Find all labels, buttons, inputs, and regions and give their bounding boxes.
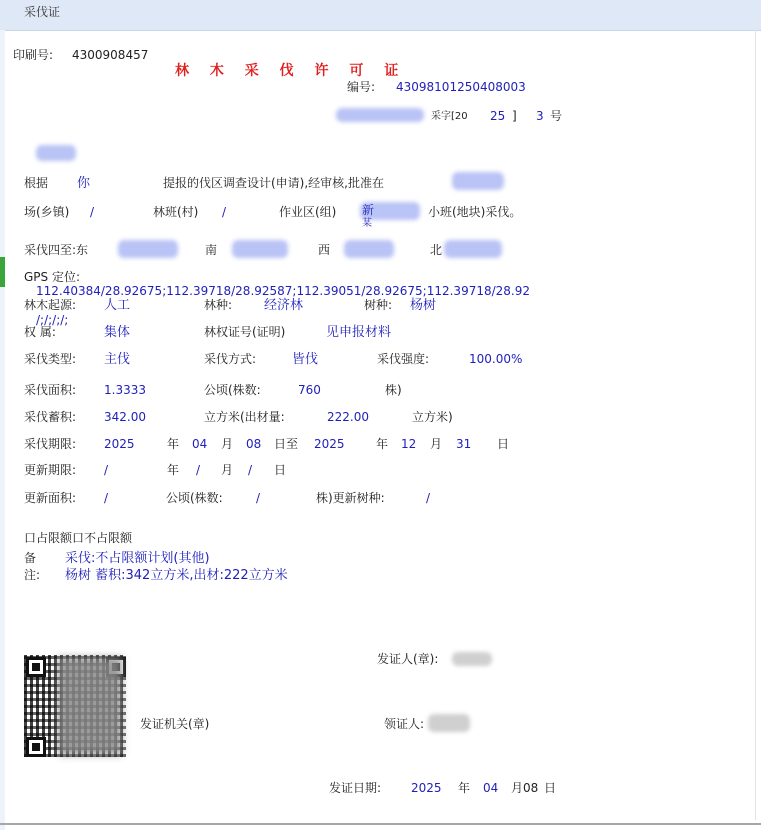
renew-species-value: / — [426, 491, 431, 505]
redacted-west — [344, 240, 394, 258]
remarks-line-1: 采伐:不占限额计划(其他) — [65, 551, 210, 566]
village-value: / — [222, 205, 227, 219]
species-label: 树种: — [364, 298, 393, 312]
redacted-county — [336, 108, 424, 122]
date-ri: 日 — [544, 781, 557, 795]
area-close: 株) — [385, 383, 402, 397]
basis-applicant: 你 — [77, 176, 91, 191]
serial-label: 编号: — [347, 80, 376, 94]
qr-finder-bottom-left — [26, 737, 46, 757]
date-month: 04 — [483, 781, 499, 795]
print-no-label: 印刷号: — [13, 48, 54, 62]
bottom-border — [0, 823, 761, 825]
period-nian: 年 — [167, 437, 180, 451]
org-label: 发证机关(章) — [140, 717, 210, 731]
zone-value: 新 — [362, 203, 375, 217]
remarks-label-2: 注: — [24, 568, 41, 582]
zone-value-2: 某 — [362, 218, 372, 229]
volume-output: 222.00 — [327, 410, 369, 424]
renew-area-unit: 公顷(株数: — [166, 491, 223, 505]
cut-type-value: 主伐 — [104, 352, 131, 367]
origin-label: 林木起源: — [24, 298, 77, 312]
area-trees: 760 — [298, 383, 321, 397]
window-titlebar — [0, 0, 761, 31]
renew-area-trees: / — [256, 491, 261, 505]
redacted-east — [118, 240, 178, 258]
cut-intensity-label: 采伐强度: — [377, 352, 430, 366]
ownership-cert-value: 见申报材料 — [326, 325, 392, 340]
boundary-north-label: 北 — [430, 243, 443, 257]
zi-label: 采字[20 — [431, 111, 468, 122]
period-ri-zhi: 日至 — [274, 437, 299, 451]
volume-label: 采伐蓄积: — [24, 410, 77, 424]
redacted-issuer — [452, 652, 492, 666]
renew-area-label: 更新面积: — [24, 491, 77, 505]
serial-no: 43098101250408003 — [396, 80, 526, 94]
qr-code — [24, 655, 126, 757]
zone-label: 作业区(组) — [279, 205, 337, 219]
boundary-west-label: 西 — [318, 243, 331, 257]
period-from-month: 04 — [192, 437, 208, 451]
cert-title: 林 木 采 伐 许 可 证 — [175, 63, 407, 79]
remarks-line-2: 杨树 蓄积:342立方米,出材:222立方米 — [65, 568, 288, 583]
gps-label: GPS 定位: — [24, 270, 81, 284]
issuer-label: 发证人(章): — [377, 652, 439, 666]
cut-type-label: 采伐类型: — [24, 352, 77, 366]
renew-period-d: / — [248, 463, 253, 477]
zi-year: 25 — [490, 109, 506, 123]
zi-close: ] — [512, 109, 517, 123]
right-border — [755, 30, 756, 820]
window-title: 采伐证 — [24, 5, 61, 19]
date-yue-day: 月08 — [511, 781, 539, 795]
gps-tail: /;/;/;/; — [36, 313, 69, 327]
basis-label: 根据 — [24, 176, 49, 190]
ownership-label: 权 属: — [24, 325, 56, 339]
receiver-label: 领证人: — [384, 717, 425, 731]
period-to-month: 12 — [401, 437, 417, 451]
renew-period-label: 更新期限: — [24, 463, 77, 477]
plot-label: 小班(地块)采伐。 — [428, 205, 522, 219]
period-from-day: 08 — [246, 437, 262, 451]
town-label: 场(乡镇) — [24, 205, 70, 219]
forest-type-label: 林种: — [204, 298, 233, 312]
forest-type-value: 经济林 — [264, 298, 304, 313]
boundary-south-label: 南 — [205, 243, 218, 257]
left-edge — [0, 30, 5, 830]
cut-method-label: 采伐方式: — [204, 352, 257, 366]
volume-value: 342.00 — [104, 410, 146, 424]
volume-unit: 立方米(出材量: — [204, 410, 285, 424]
redacted-north — [444, 240, 502, 258]
zi-no: 3 — [536, 109, 544, 123]
gps-coords: 112.40384/28.92675;112.39718/28.92587;112.39051/28.92675;112.39718/28.92 — [36, 284, 530, 298]
redacted-place — [452, 172, 504, 190]
zi-hao: 号 — [550, 109, 563, 123]
quota-options: 口占限额口不占限额 — [24, 531, 133, 545]
qr-finder-top-left — [26, 657, 46, 677]
origin-value: 人工 — [104, 298, 131, 313]
redacted-receiver — [428, 714, 470, 732]
period-to-year: 2025 — [314, 437, 345, 451]
ownership-cert-label: 林权证号(证明) — [204, 325, 286, 339]
basis-text: 提报的伐区调查设计(申请),经审核,批准在 — [163, 176, 384, 190]
date-nian: 年 — [458, 781, 471, 795]
ownership-value: 集体 — [104, 325, 131, 340]
renew-period-nian: 年 — [167, 463, 180, 477]
area-value: 1.3333 — [104, 383, 146, 397]
redacted-south — [232, 240, 288, 258]
qr-redaction — [58, 657, 122, 755]
renew-area-value: / — [104, 491, 109, 505]
period-yue: 月 — [221, 437, 234, 451]
town-value: / — [90, 205, 95, 219]
period-yue2: 月 — [430, 437, 443, 451]
village-label: 林班(村) — [153, 205, 199, 219]
period-label: 采伐期限: — [24, 437, 77, 451]
print-no-value: 4300908457 — [72, 48, 149, 62]
date-year: 2025 — [411, 781, 442, 795]
period-from-year: 2025 — [104, 437, 135, 451]
volume-unit2: 立方米) — [412, 410, 453, 424]
left-green-marker — [0, 257, 5, 287]
area-unit: 公顷(株数: — [204, 383, 261, 397]
renew-period-m: / — [196, 463, 201, 477]
area-label: 采伐面积: — [24, 383, 77, 397]
date-label: 发证日期: — [329, 781, 382, 795]
period-ri: 日 — [497, 437, 510, 451]
renew-period-yue: 月 — [221, 463, 234, 477]
period-to-day: 31 — [456, 437, 472, 451]
species-value: 杨树 — [410, 298, 437, 313]
renew-period-ri: 日 — [274, 463, 287, 477]
renew-period-y: / — [104, 463, 109, 477]
boundary-label: 采伐四至:东 — [24, 243, 89, 257]
remarks-label-1: 备 — [24, 551, 37, 565]
cut-intensity-value: 100.00% — [469, 352, 523, 366]
cut-method-value: 皆伐 — [292, 352, 319, 367]
renew-species-label: 株)更新树种: — [316, 491, 385, 505]
period-nian2: 年 — [376, 437, 389, 451]
redacted-applicant-top — [36, 145, 76, 161]
